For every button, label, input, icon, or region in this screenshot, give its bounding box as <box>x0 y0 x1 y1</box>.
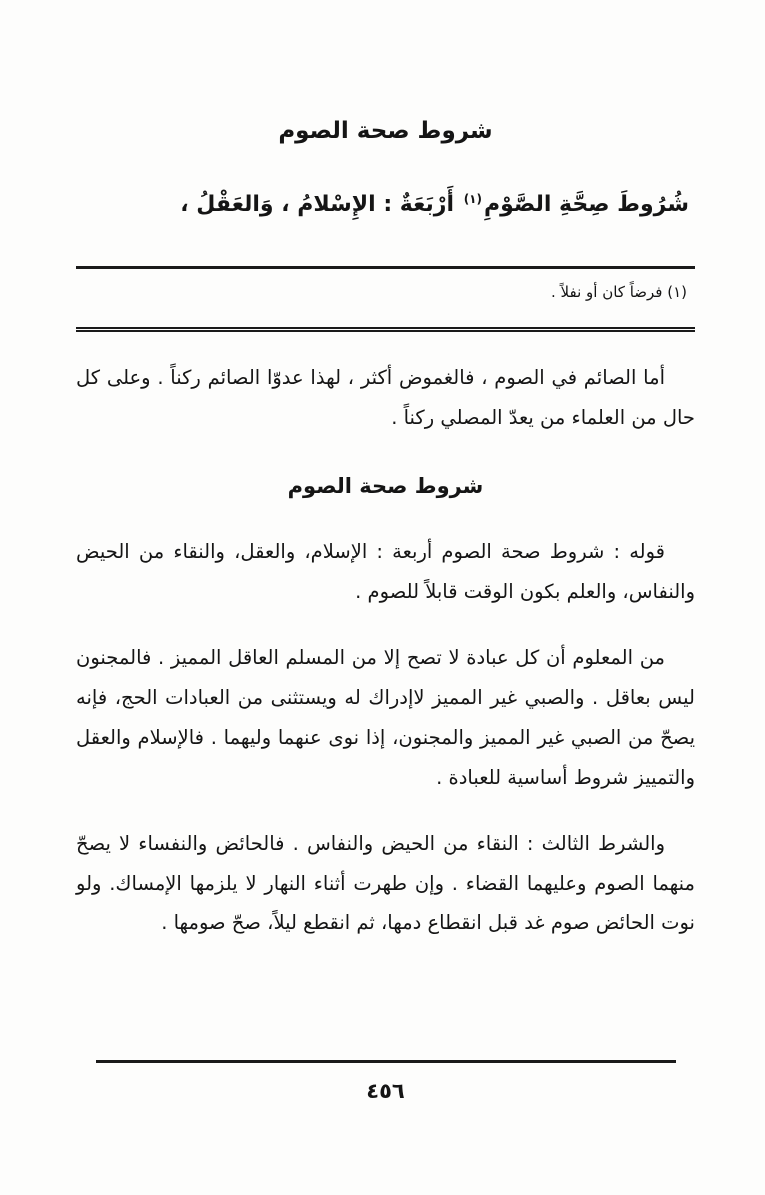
matn-text <box>76 184 695 226</box>
footnote-marker: (١) <box>463 191 482 206</box>
commentary-paragraph: والشرط الثالث : النقاء من الحيض والنفاس . فالحائض والنفساء لا يصحّ منهما الصوم وعليهما القضاء . وإن طهرت أثناء النهار لا يلزمها الإمساك. ولو نوت الحائض صوم غد قبل انقطاع دمها، ثم انقطع ليلاً، صحّ صومها . <box>76 831 695 935</box>
commentary-paragraph: قوله : شروط صحة الصوم أربعة : الإسلام، والعقل، والنقاء من الحيض والنفاس، والعلم بكون الوقت قابلاً للصوم . <box>76 539 695 603</box>
footnote-separator-rule <box>76 266 695 269</box>
footnote-text: (١) فرضاً كان أو نفلاً . <box>551 282 687 301</box>
matn-main: شُرُوطَ صِحَّةِ الصَّوْمِ <box>483 192 689 217</box>
page-footer <box>76 1060 695 1195</box>
footer-rule <box>96 1060 676 1063</box>
page-number: ٤٥٦ <box>366 1079 405 1103</box>
matn-rest: أَرْبَعَةٌ : الإِسْلامُ ، وَالعَقْلُ ، <box>180 192 455 217</box>
page-title: شروط صحة الصوم <box>278 118 493 144</box>
section-divider-double-rule <box>76 327 695 332</box>
commentary-paragraph: من المعلوم أن كل عبادة لا تصح إلا من المسلم العاقل المميز . فالمجنون ليس بعاقل . والصبي غير المميز لاإدراك له ويستثنى من العبادات الحج، فإنه يصحّ من الصبي غير المميز والمجنون، إذا نوى عنهما وليهما . فالإسلام والعقل والتمييز شروط أساسية للعبادة . <box>76 645 695 789</box>
section-heading: شروط صحة الصوم <box>287 473 484 498</box>
commentary-intro-paragraph: أما الصائم في الصوم ، فالغموض أكثر ، لهذا عدوّا الصائم ركناً . وعلى كل حال من العلماء من يعدّ المصلي ركناً . <box>76 365 695 429</box>
